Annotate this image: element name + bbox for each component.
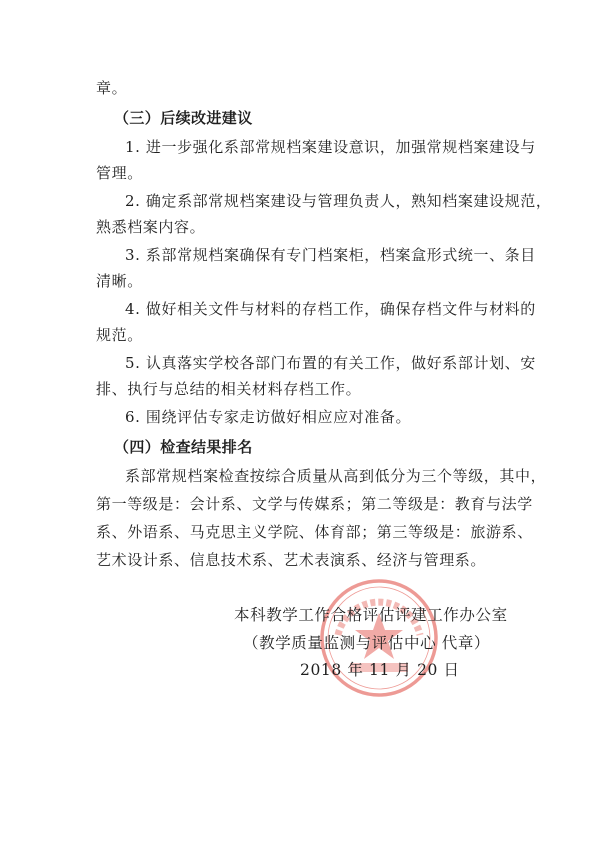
item-4-line-1: 4. 做好相关文件与材料的存档工作，确保存档文件与材料的: [125, 300, 536, 318]
item-2-line-1: 2. 确定系部常规档案建设与管理负责人，熟知档案建设规范，: [125, 192, 552, 210]
item-1-line-2: 管理。: [96, 164, 143, 182]
continuation-text: 章。: [96, 79, 128, 97]
item-3-line-1: 3. 系部常规档案确保有专门档案柜，档案盒形式统一、条目: [125, 246, 536, 264]
signature-agent: （教学质量监测与评估中心 代章）: [243, 634, 491, 652]
item-5-line-2: 排、执行与总结的相关材料存档工作。: [96, 380, 362, 398]
item-5-line-1: 5. 认真落实学校各部门布置的有关工作，做好系部计划、安: [125, 354, 536, 372]
ranking-line-2: 第一等级是：会计系、文学与传媒系；第二等级是：教育与法学: [96, 495, 533, 513]
item-4-line-2: 规范。: [96, 326, 143, 344]
ranking-line-4: 艺术设计系、信息技术系、艺术表演系、经济与管理系。: [96, 551, 487, 569]
signature-date: 2018 年 11 月 20 日: [300, 661, 460, 679]
item-2-line-2: 熟悉档案内容。: [96, 218, 206, 236]
section-4-heading: （四）检查结果排名: [114, 438, 253, 456]
item-3-line-2: 清晰。: [96, 272, 143, 290]
section-3-heading: （三）后续改进建议: [114, 109, 253, 127]
ranking-line-1: 系部常规档案检查按综合质量从高到低分为三个等级，其中，: [125, 467, 547, 485]
item-6-line-1: 6. 围绕评估专家走访做好相应应对准备。: [125, 408, 412, 426]
signature-office: 本科教学工作合格评估评建工作办公室: [234, 606, 508, 624]
ranking-line-3: 系、外语系、马克思主义学院、体育部；第三等级是：旅游系、: [96, 523, 533, 541]
item-1-line-1: 1. 进一步强化系部常规档案建设意识，加强常规档案建设与: [125, 138, 536, 156]
